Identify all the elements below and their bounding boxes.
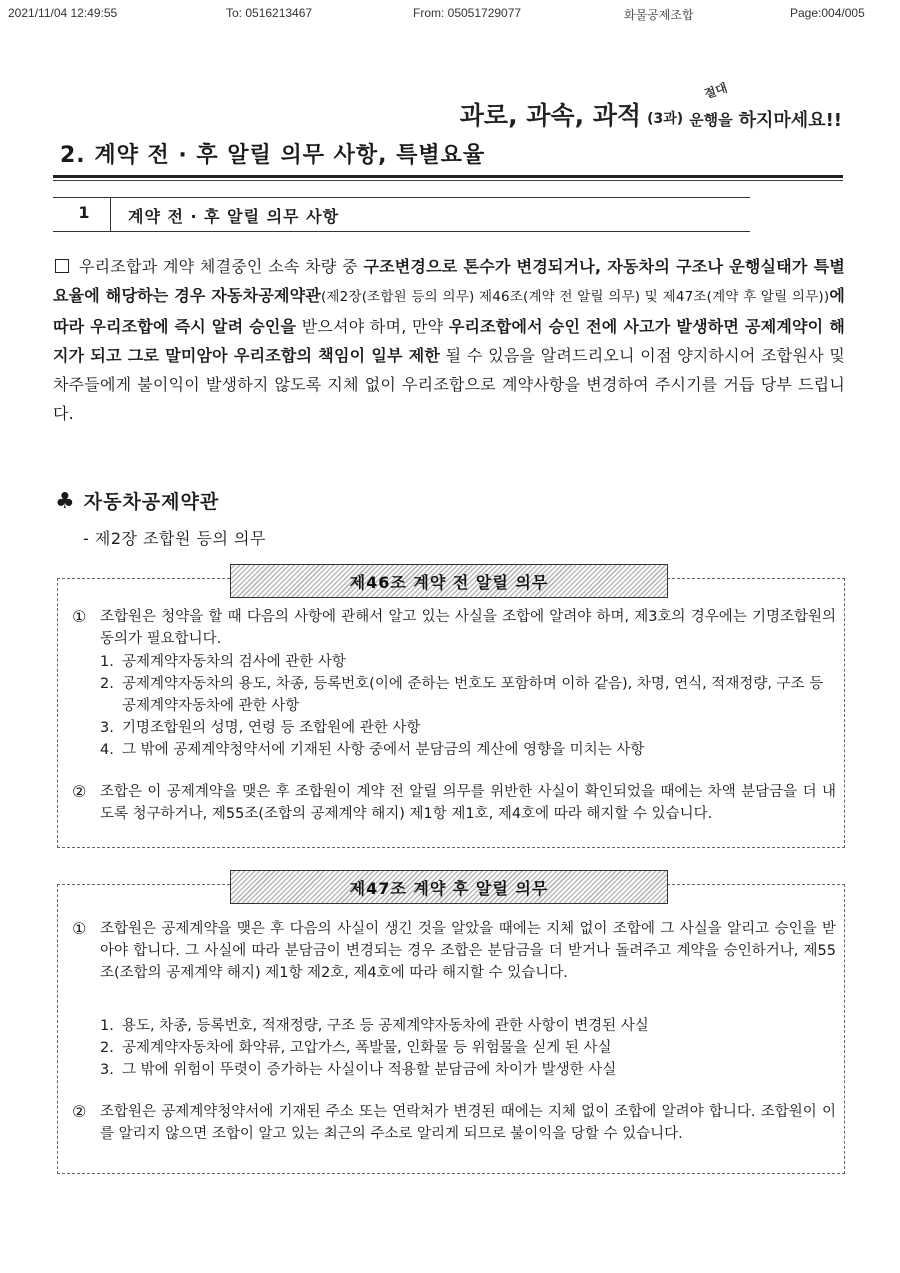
slogan-tag: (3과) xyxy=(647,111,684,127)
article-47-paragraph-1 xyxy=(72,918,836,984)
fax-sender: 화물공제조합 xyxy=(624,8,694,22)
section-rule-bottom xyxy=(53,231,750,232)
list-item: 3. 기명조합원의 성명, 연령 등 조합원에 관한 사항 xyxy=(100,720,421,736)
article-47-p1-text: 조합원은 공제계약을 맺은 후 다음의 사실이 생긴 것을 알았을 때에는 지체 없이 조합에 그 사실을 알리고 승인을 받아야 합니다. 그 사실에 따라 분담금이 변경되는 경우 조합은 분담금을 더 받거나 돌려주고 계약을 승인하거나, 제55조(조합의 공제계약 해지) 제1항 제2호, 제4호에 따라 해지할 수 있습니다. xyxy=(100,921,836,981)
article-46-p1-text: 조합원은 청약을 할 때 다음의 사항에 관해서 알고 있는 사실을 조합에 알려야 하며, 제3호의 경우에는 기명조합원의 동의가 필요합니다. xyxy=(100,609,836,647)
article-46-paragraph-2 xyxy=(72,781,836,825)
intro-bold-2: 에 따라 우리조합에 즉시 알려 승인을 xyxy=(53,286,845,336)
section-number: 1 xyxy=(78,203,90,222)
page-title: 2. 계약 전 · 후 알릴 의무 사항, 특별요율 xyxy=(60,143,486,168)
section-rule-top xyxy=(53,197,750,198)
slogan-never: 절대 xyxy=(702,80,729,102)
title-rule-thin xyxy=(53,180,843,181)
intro-bold-1: 구조변경으로 톤수가 변경되거나, 자동차의 구조나 운행실태가 특별요율에 해당하는 경우 자동차공제약관 xyxy=(53,257,845,305)
clause-subtitle: - 제2장 조합원 등의 의무 xyxy=(83,529,266,548)
intro-text-2: 받으셔야 하며, 만약 xyxy=(296,317,449,336)
fax-to: To: 0516213467 xyxy=(226,6,313,20)
clause-heading xyxy=(55,487,219,514)
slogan-main: 과로, 과속, 과적 xyxy=(459,101,642,130)
intro-text-3: 될 수 있음을 알려드리오니 이점 양지하시어 조합원사 및 차주들에게 불이익이 발생하지 않도록 지체 없이 우리조합으로 계약사항을 변경하여 주시기를 거듭 당부 드립니다. xyxy=(53,346,845,423)
fax-datetime: 2021/11/04 12:49:55 xyxy=(8,6,118,20)
list-item: 1. 용도, 차종, 등록번호, 적재정량, 구조 등 공제계약자동차에 관한 사항이 변경된 사실 xyxy=(100,1018,649,1034)
circled-two-icon: ② xyxy=(72,782,87,801)
list-item: 2. 공제계약자동차의 용도, 차종, 등록번호(이에 준하는 번호도 포함하며 이하 같음), 차명, 연식, 적재정량, 구조 등 공제계약자동차에 관한 사항 xyxy=(100,676,824,714)
article-46-paragraph-1 xyxy=(72,606,836,650)
fax-from: From: 05051729077 xyxy=(413,6,522,20)
list-item: 3. 그 밖에 위험이 뚜렷이 증가하는 사실이나 적용할 분담금에 차이가 발생한 사실 xyxy=(100,1062,617,1078)
safety-slogan xyxy=(459,80,842,132)
intro-paragraph xyxy=(53,252,845,428)
slogan-mid: 운행을 xyxy=(689,111,733,129)
list-item: 2. 공제계약자동차에 화약류, 고압가스, 폭발물, 인화물 등 위험물을 싣게 된 사실 xyxy=(100,1040,612,1056)
fax-page: Page:004/005 xyxy=(790,6,865,20)
article-47-p2-text: 조합원은 공제계약청약서에 기재된 주소 또는 연락처가 변경된 때에는 지체 없이 조합에 알려야 합니다. 조합원이 이를 알리지 않으면 조합이 알고 있는 최근의 주소로 알리게 되므로 불이익을 당할 수 있습니다. xyxy=(100,1104,836,1142)
section-divider xyxy=(110,198,111,231)
article-47-list xyxy=(100,1015,840,1081)
article-46-title-tab xyxy=(230,564,668,598)
club-icon: ♣ xyxy=(55,489,76,514)
section-title: 계약 전 · 후 알릴 의무 사항 xyxy=(128,207,340,226)
circled-two-icon: ② xyxy=(72,1102,87,1121)
article-46-list xyxy=(100,651,840,761)
fax-header xyxy=(8,6,892,22)
slogan-end: 하지마세요!! xyxy=(738,110,842,131)
list-item: 4. 그 밖에 공제계약청약서에 기재된 사항 중에서 분담금의 계산에 영향을 미치는 사항 xyxy=(100,742,645,758)
article-47-title-tab xyxy=(230,870,668,904)
article-47-paragraph-2 xyxy=(72,1101,836,1145)
intro-bold-3: 우리조합에서 승인 전에 사고가 발생하면 공제계약이 해지가 되고 그로 말미암아 우리조합의 책임이 일부 제한 xyxy=(53,317,845,365)
circled-one-icon: ① xyxy=(72,919,87,938)
clause-title: 자동차공제약관 xyxy=(83,491,220,513)
intro-small-1: (제2장(조합원 등의 의무) 제46조(계약 전 알릴 의무) 및 제47조(계약 후 알릴 의무)) xyxy=(320,289,830,305)
article-46-title: 제46조 계약 전 알릴 의무 xyxy=(349,572,549,592)
title-rule xyxy=(53,175,843,178)
checkbox-square-icon xyxy=(55,259,69,273)
intro-text-1: 우리조합과 계약 체결중인 소속 차량 중 xyxy=(79,257,364,276)
article-47-title: 제47조 계약 후 알릴 의무 xyxy=(349,878,549,898)
article-46-p2-text: 조합은 이 공제계약을 맺은 후 조합원이 계약 전 알릴 의무를 위반한 사실이 확인되었을 때에는 차액 분담금을 더 내도록 청구하거나, 제55조(조합의 공제계약 해지) 제1항 제1호, 제4호에 따라 해지할 수 있습니다. xyxy=(100,784,836,822)
circled-one-icon: ① xyxy=(72,607,87,626)
list-item: 1. 공제계약자동차의 검사에 관한 사항 xyxy=(100,654,346,670)
